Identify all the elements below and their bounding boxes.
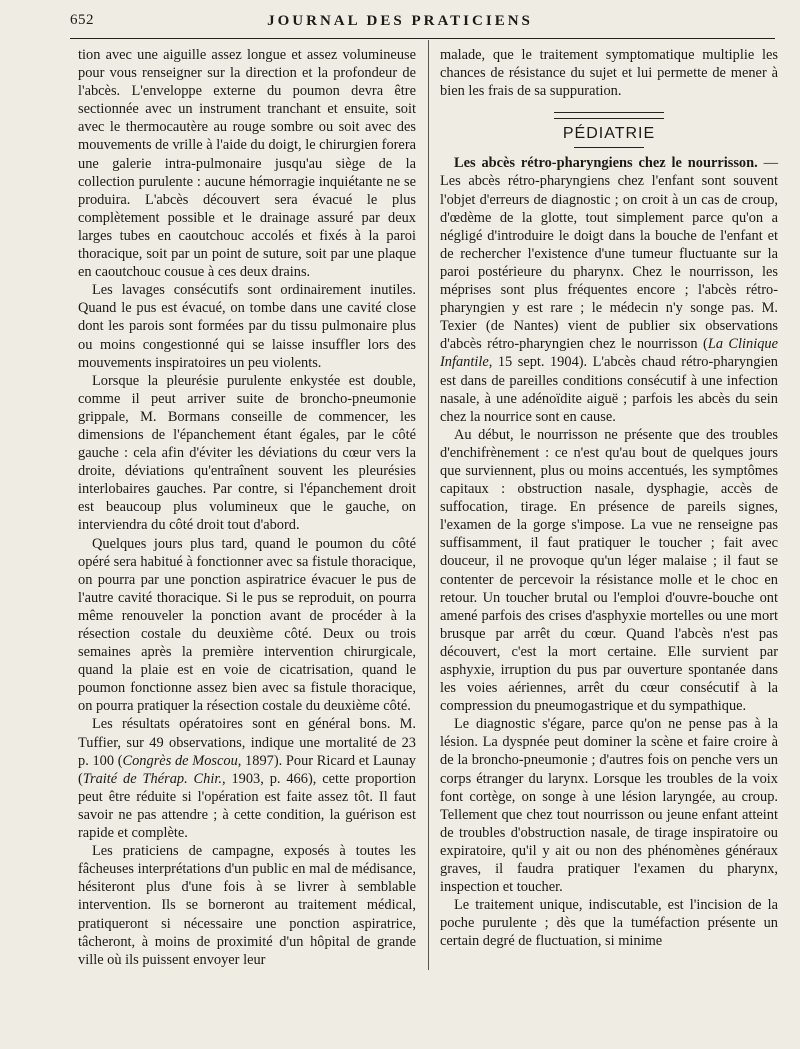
- running-head: JOURNAL DES PRATICIENS: [267, 13, 533, 29]
- section-ornament-rule: [554, 112, 664, 119]
- right-column: [440, 46, 778, 951]
- text-run: , 1903, p. 466), cette proportion peut être réduite si l'opération est faite assez tôt. Il faut savoir ne pas attendre ; à cette condition, la guérison est rapide et complète.: [78, 770, 416, 842]
- citation-title: La Clinique Infantile: [440, 336, 778, 371]
- column-divider: [428, 40, 429, 970]
- paragraph: malade, que le traitement symptomatique multiplie les chances de résistance du sujet et lui permette de mener à bien les frais de sa suppuration.: [440, 47, 778, 100]
- section-title: PÉDIATRIE: [562, 125, 656, 143]
- header-rule: [70, 38, 775, 39]
- text-run: — Les abcès rétro-pharyngiens chez l'enfant sont souvent l'objet d'erreurs de diagnostic ; on croit à un cas de croup, d'œdème de la glotte, tout simplement parce qu'on a négligé d'introduire le doigt dans la bouche de l'enfant et de rechercher l'existence d'une tumeur fluctuante sur la paroi postérieure du pharynx. Chez le nourrisson, les méprises sont plus fréquentes encore ; l'abcès rétro-pharyngien y est rare ; le médecin n'y songe pas. M. Texier (de Nantes) vient de publier six observations d'abcès rétro-pharyngien chez le nourrisson (: [440, 155, 778, 353]
- page-number: 652: [70, 12, 94, 28]
- left-column: [78, 46, 416, 969]
- citation-title: Congrès de Moscou: [122, 752, 238, 769]
- paragraph: tion avec une aiguille assez longue et assez volumineuse pour vous renseigner sur la direction et la profondeur de l'abcès. L'enveloppe externe du poumon devra être sectionnée avec un instrument tranchant et ensuite, soit avec le thermocautère au rouge sombre ou soit avec des mouvements de vrille à l'aide du doigt, le chirurgien forera une galerie intra-pulmonaire jusqu'au siège de la collection purulente : aucune hémorragie inquiétante ne se produira. L'abcès découvert sera évacué le plus complètement possible et le drainage assuré par deux larges tubes en caoutchouc accolés et fixés à la paroi thoracique, soit par un point de suture, soit par une plaque en caoutchouc cousue à ces deux drains.: [78, 47, 416, 281]
- paragraph: Les praticiens de campagne, exposés à toutes les fâcheuses interprétations d'un public en mal de médisance, hésiteront plus d'une fois à se livrer à semblable intervention. Ils se borneront au traitement médical, pratiqueront si nécessaire une ponction aspiratrice, tâcheront, à moins de proximité d'un hôpital de grande ville où ils puissent envoyer leur: [78, 843, 416, 968]
- paragraph: Lorsque la pleurésie purulente enkystée est double, comme il peut arriver suite de broncho-pneumonie grippale, M. Bormans conseille de commencer, les dimensions de l'épanchement étant égales, par le côté gauche : cela afin d'éviter les déviations du cœur vers la droite, déviations qu'entraînent souvent les pleurésies interlobaires gauches. Par contre, si l'épanchement droit est beaucoup plus volumineux que le gauche, on interviendra du côté droit tout d'abord.: [78, 372, 416, 534]
- section-underline: [574, 147, 644, 148]
- paragraph: Les lavages consécutifs sont ordinairement inutiles. Quand le pus est évacué, on tombe dans une cavité close dont les parois sont formées par du tissu pulmonaire plus ou moins congestionné qui se laisse insuffler lors des mouvements inspiratoires un peu violents.: [78, 282, 416, 371]
- text-run: Les résultats opératoires sont en général bons. M. Tuffier, sur 49 observations, indique une mortalité de 23 p. 100 (: [78, 716, 416, 769]
- text-run: , 1897). Pour Ricard et Launay (: [78, 752, 416, 787]
- article-title: Les abcès rétro-pharyngiens chez le nourrisson.: [454, 155, 758, 172]
- paragraph: Le diagnostic s'égare, parce qu'on ne pense pas à la lésion. La dyspnée peut dominer la scène et faire croire à de la broncho-pneumonie ; d'autres fois on penche vers un corps étranger du larynx. Lorsque les troubles de la voix font cortège, on songe à une lésion laryngée, au croup. Tellement que chez tout nourrisson ou jeune enfant atteint de troubles d'obstruction nasale, de tirage inspiratoire ou expiratoire, qu'il y ait ou non des phénomènes généraux graves, il faudra pratiquer l'examen du pharynx, inspection et toucher.: [440, 716, 778, 896]
- paragraph: [440, 154, 778, 425]
- paragraph: [78, 715, 416, 842]
- text-run: , 15 sept. 1904). L'abcès chaud rétro-pharyngien est dans de pareilles conditions consécutif à une infection nasale, à une adénoïdite aiguë ; parfois les abcès du sein chez la nourrice sont en cause.: [440, 354, 778, 425]
- paragraph: Quelques jours plus tard, quand le poumon du côté opéré sera habitué à fonctionner avec sa fistule thoracique, on pourra par une ponction aspiratrice évacuer le pus de l'autre cavité thoracique. Si le pus se reproduit, on pourra même renouveler la ponction avant de procéder à la résection costale du deuxième côté. Deux ou trois semaines après la première intervention chirurgicale, quand la plaie est en voie de cicatrisation, quand le poumon fonctionne assez bien avec sa fistule thoracique, on pourra pratiquer la résection costale du deuxième côté.: [78, 535, 416, 715]
- citation-title: Traité de Thérap. Chir.: [82, 770, 222, 787]
- paragraph: Le traitement unique, indiscutable, est l'incision de la poche purulente ; dès que la tuméfaction présente un certain degré de fluctuation, si minime: [440, 897, 778, 950]
- paragraph: Au début, le nourrisson ne présente que des troubles d'enchifrènement : ce n'est qu'au bout de quelques jours que surviennent, plus ou moins accentués, les symptômes capitaux : obstruction nasale, dysphagie, accès de suffocation, tirage. En présence de pareils signes, l'examen de la gorge s'impose. La vue ne renseigne pas suffisamment, il faut pratiquer le toucher ; fait avec douceur, il ne provoque qu'un léger malaise ; il faut se contenter de percevoir la résistance molle et le choc en retour. Un toucher brutal ou l'emploi d'ouvre-bouche ont amené parfois des crises d'asphyxie mortelles ou une mort brusque par arrêt du cœur. Quand l'abcès n'est pas découvert, c'est la mort certaine. Elle survient par asphyxie, irruption du pus par ouverture spontanée dans les voies aériennes, arrêt du cœur consécutif à la compression du pneumogastrique et du sympathique.: [440, 426, 778, 715]
- section-heading-block: [440, 112, 778, 148]
